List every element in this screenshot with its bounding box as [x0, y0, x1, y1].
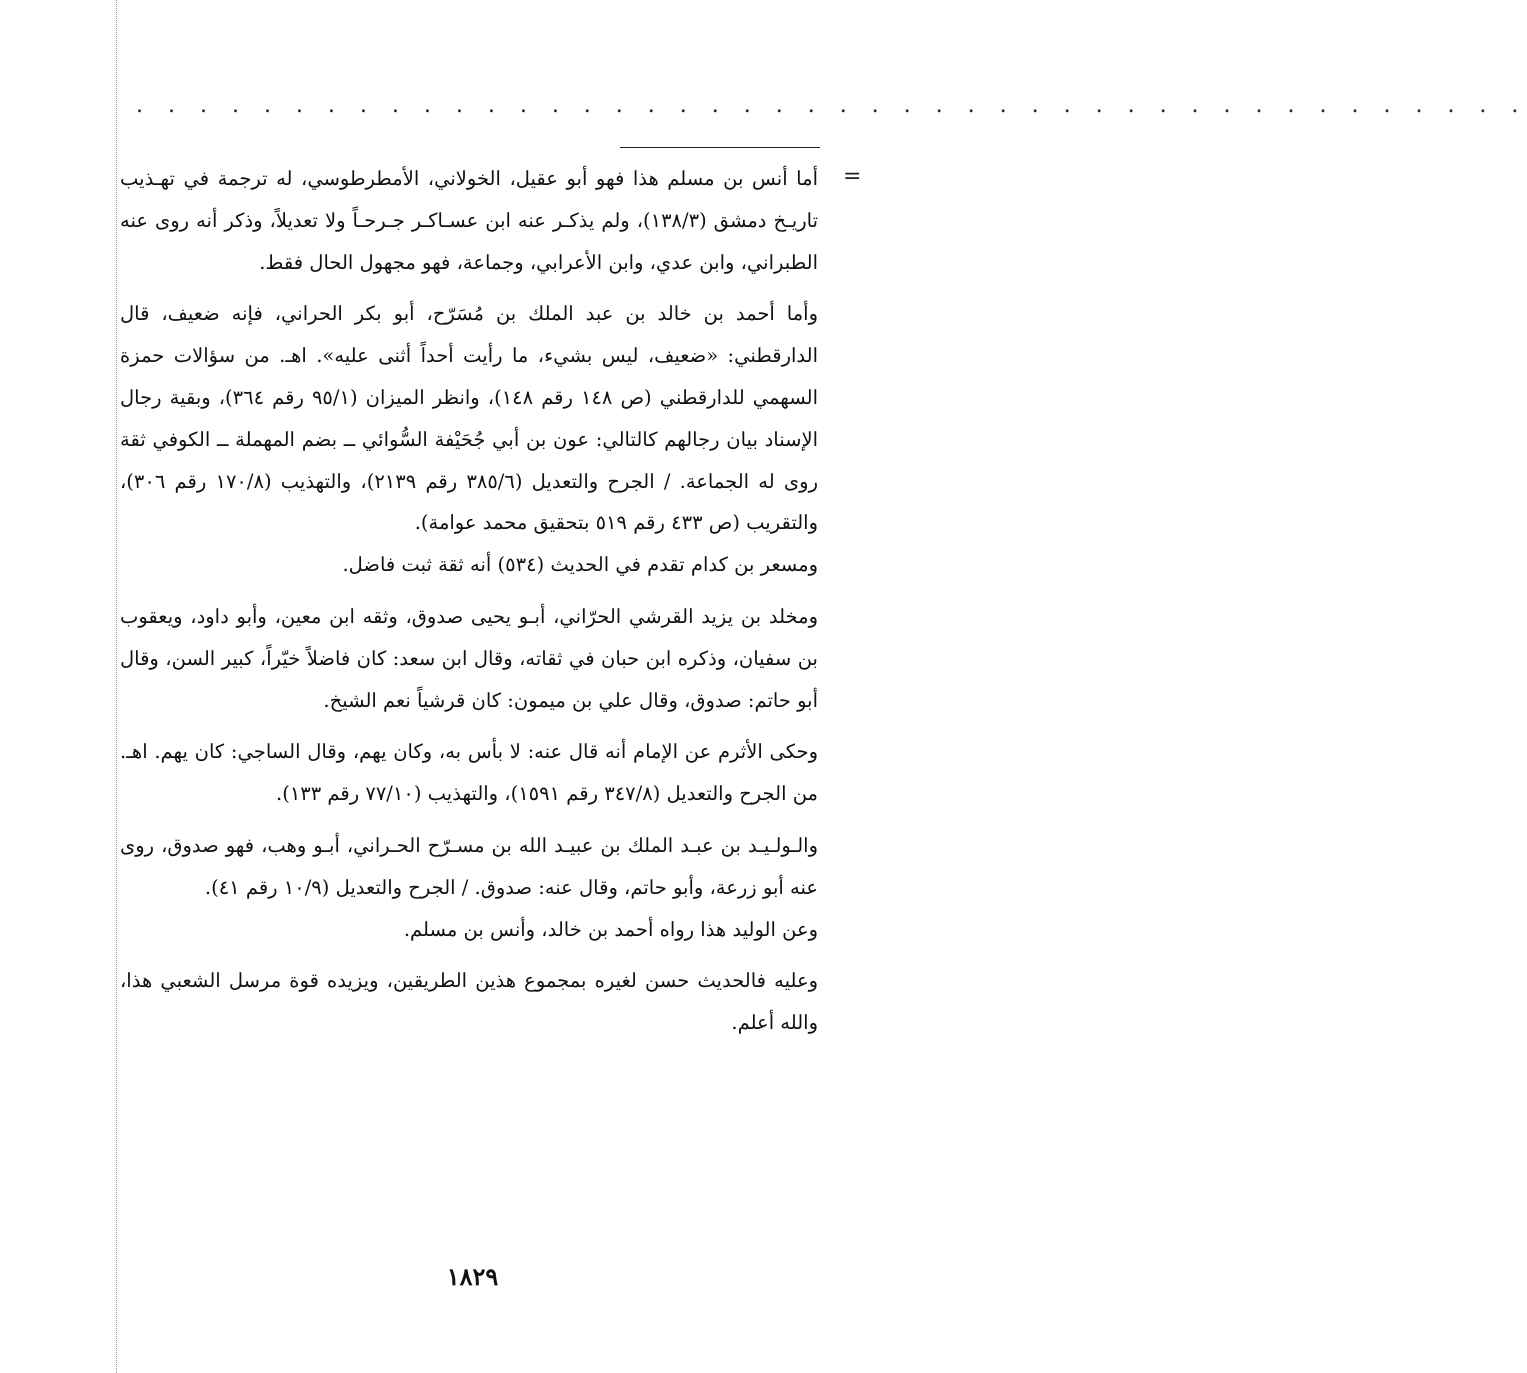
paragraph-conclusion: وعليه فالحديث حسن لغيره بمجموع هذين الطريقين، ويزيده قوة مرسل الشعبي هذا، والله أعلم. — [120, 969, 818, 1035]
page-number: ١٨٢٩ — [446, 1262, 499, 1291]
paragraph-walid-bin-abdulmalik: والـولـيـد بن عبـد الملك بن عبيـد الله بن مسـرّح الحـراني، أبـو وهب، فهو صدوق، روى عنه أبو زرعة، وأبو حاتم، وقال عنه: صدوق. / الجرح والتعديل (١٠/٩ رقم ٤١). — [120, 833, 818, 899]
footnote-rule — [620, 147, 820, 148]
paragraph-athram-report: وحكى الأثرم عن الإمام أنه قال عنه: لا بأس به، وكان يهم، وقال الساجي: كان يهم. اهـ. من الجرح والتعديل (٣٤٧/٨ رقم ١٥٩١)، والتهذيب (٧٧/١٠ رقم ١٣٣). — [120, 740, 818, 806]
paragraph-ahmad-bin-khalid: وأما أحمد بن خالد بن عبد الملك بن مُسَرّح، أبو بكر الحراني، فإنه ضعيف، قال الدارقطني: «ضعيف، ليس بشيء، ما رأيت أحداً أثنى عليه». اهـ. من سؤالات حمزة السهمي للدارقطني (ص ١٤٨ رقم ١٤٨)، وانظر الميزان (٩٥/١ رقم ٣٦٤)، وبقية رجال الإسناد بيان رجالهم كالتالي: عون بن أبي جُحَيْفة السُّوائي ــ بضم المهملة ــ الكوفي ثقة روى له الجماعة. / الجرح والتعديل (٣٨٥/٦ رقم ٢١٣٩)، والتهذيب (١٧٠/٨ رقم ٣٠٦)، والتقريب (ص ٤٣٣ رقم ٥١٩ بتحقيق محمد عوامة). — [120, 302, 818, 535]
separator-dots: . . . . . . . . . . . . . . . . . . . . . . . . . . . . . . . . . . . . . . . . . . . . — [136, 93, 1527, 118]
paragraph-anas-bin-muslim: أما أنس بن مسلم هذا فهو أبو عقيل، الخولاني، الأمطرطوسي، له ترجمة في تهـذيب تاريـخ دمشق (١٣٨/٣)، ولم يذكـر عنه ابن عسـاكـر جـرحـاً ولا تعديلاً، وذكر أنه روى عنه الطبراني، وابن عدي، وابن الأعرابي، وجماعة، فهو مجهول الحال فقط. — [120, 167, 818, 274]
paragraph-misar-bin-kidam: ومسعر بن كدام تقدم في الحديث (٥٣٤) أنه ثقة ثبت فاضل. — [342, 553, 818, 577]
scan-margin-dotted-line — [116, 0, 117, 1373]
footnote-text — [120, 158, 818, 1054]
paragraph-makhlad-bin-yazid: ومخلد بن يزيد القرشي الحرّاني، أبـو يحيى صدوق، وثقه ابن معين، وأبو داود، ويعقوب بن سفيان، وذكره ابن حبان في ثقاته، وقال ابن سعد: كان فاضلاً خيّراً، كبير السن، وقال أبو حاتم: صدوق، وقال علي بن ميمون: كان قرشياً نعم الشيخ. — [120, 604, 818, 712]
continuation-mark: = — [843, 164, 862, 189]
paragraph-walid-narrators: وعن الوليد هذا رواه أحمد بن خالد، وأنس بن مسلم. — [403, 917, 818, 941]
